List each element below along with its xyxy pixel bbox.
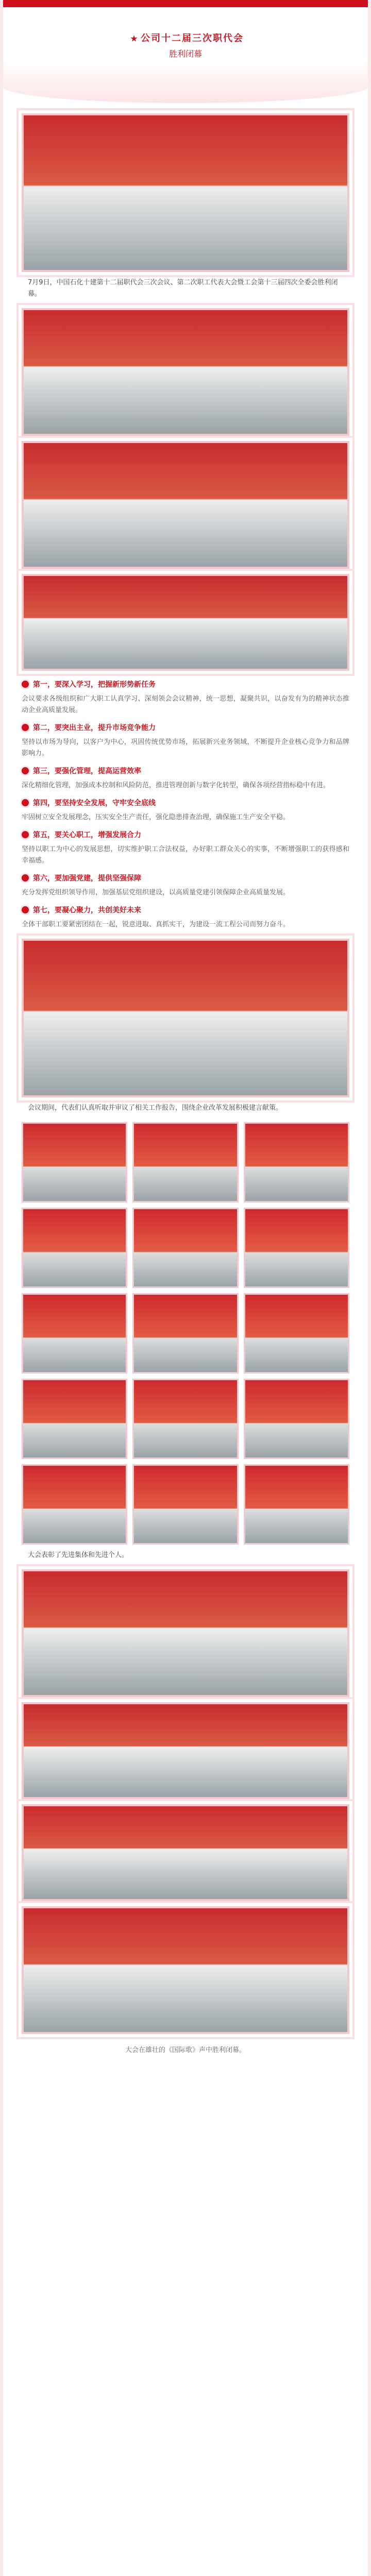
bullet-dot-icon: [22, 831, 29, 838]
star-icon: [130, 35, 138, 42]
section-item: [22, 722, 349, 759]
section-body: 全体干部职工要紧密团结在一起，锐意进取、真抓实干，为建设一流工程公司而努力奋斗。: [22, 921, 290, 928]
gallery-photo: [132, 1208, 238, 1288]
section-item: [22, 873, 349, 899]
mid-caption: 会议期间，代表们认真听取并审议了相关工作报告，围绕企业改革发展积极建言献策。: [28, 1104, 283, 1112]
gallery-photo: [22, 1122, 127, 1202]
gallery-photo: [244, 1293, 349, 1374]
section-title: 第六，要加强党建，提供坚强保障: [33, 874, 141, 883]
section-title: 第五，要关心职工，增强发展合力: [33, 831, 141, 839]
closing-photo: [22, 1906, 349, 2034]
sections-list: [22, 679, 349, 930]
section-title: 第二，要突出主业，提升市场竞争能力: [33, 724, 156, 732]
section-item: [22, 829, 349, 867]
header: [3, 0, 368, 103]
session-photo: [22, 1804, 349, 1901]
page-title: [127, 31, 244, 59]
section-item: [22, 798, 349, 823]
section-title: 第三，要强化管理，提高运营效率: [33, 767, 141, 775]
gallery-photo: [132, 1379, 238, 1459]
gallery-photo: [132, 1464, 238, 1545]
gallery-photo: [244, 1464, 349, 1545]
section-item: [22, 766, 349, 791]
closing-caption: 大会在雄壮的《国际歌》声中胜利闭幕。: [125, 2046, 246, 2054]
gallery-photo: [22, 1208, 127, 1288]
gallery-photo: [22, 1293, 127, 1374]
audience-photo: [22, 441, 349, 569]
section-title: 第一，要深入学习，把握新形势新任务: [33, 681, 156, 689]
gallery-photo: [22, 1464, 127, 1545]
bullet-dot-icon: [22, 799, 29, 806]
hero-photo: [22, 113, 349, 272]
stage-photo: [22, 939, 349, 1097]
section-body: 充分发挥党组织领导作用，加强基层党组织建设，以高质量党建引领保障企业高质量发展。: [22, 889, 290, 896]
speaker-photo: [22, 308, 349, 436]
awards-photo: [22, 1569, 349, 1697]
gallery-photo: [244, 1122, 349, 1202]
header-wave: [3, 62, 368, 103]
intro-caption: 7月9日，中国石化十建第十二届职代会三次会议、第二次职工代表大会暨工会第十三届四次全委会胜利闭幕。: [28, 279, 338, 298]
title-line-1: 公司十二届三次职代会: [141, 33, 244, 44]
gallery-photo: [244, 1208, 349, 1288]
section-item: [22, 905, 349, 930]
bullet-dot-icon: [22, 767, 29, 774]
section-body: 会议要求各级组织和广大职工认真学习、深刻领会会议精神，统一思想，凝聚共识，以奋发有为的精神状态推动企业高质量发展。: [22, 695, 349, 714]
section-body: 深化精细化管理，加强成本控制和风险防范，推进管理创新与数字化转型，确保各项经营指标稳中有进。: [22, 782, 330, 789]
section-title: 第四，要坚持安全发展，守牢安全底线: [33, 799, 156, 807]
bullet-dot-icon: [22, 874, 29, 882]
gallery-caption: 大会表彰了先进集体和先进个人。: [28, 1551, 129, 1559]
section-body: 坚持以市场为导向，以客户为中心，巩固传统优势市场，拓展新兴业务领域，不断提升企业核心竞争力和品牌影响力。: [22, 738, 349, 757]
header-band: [3, 0, 368, 7]
gallery-photo: [132, 1122, 238, 1202]
bullet-dot-icon: [22, 906, 29, 913]
section-body: 牢固树立安全发展理念，压实安全生产责任，强化隐患排查治理，确保施工生产安全平稳。: [22, 814, 290, 821]
bullet-dot-icon: [22, 681, 29, 688]
bullet-dot-icon: [22, 724, 29, 731]
delegates-photo: [22, 574, 349, 671]
section-body: 坚持以职工为中心的发展思想，切实维护职工合法权益，办好职工群众关心的实事，不断增强职工的获得感和幸福感。: [22, 845, 349, 865]
portrait-gallery: [22, 1122, 349, 1545]
section-title: 第七，要凝心聚力，共创美好未来: [33, 906, 141, 914]
meeting-photo: [22, 1702, 349, 1799]
gallery-photo: [22, 1379, 127, 1459]
gallery-photo: [132, 1293, 238, 1374]
gallery-photo: [244, 1379, 349, 1459]
title-line-2: 胜利闭幕: [168, 49, 202, 59]
section-item: [22, 679, 349, 716]
